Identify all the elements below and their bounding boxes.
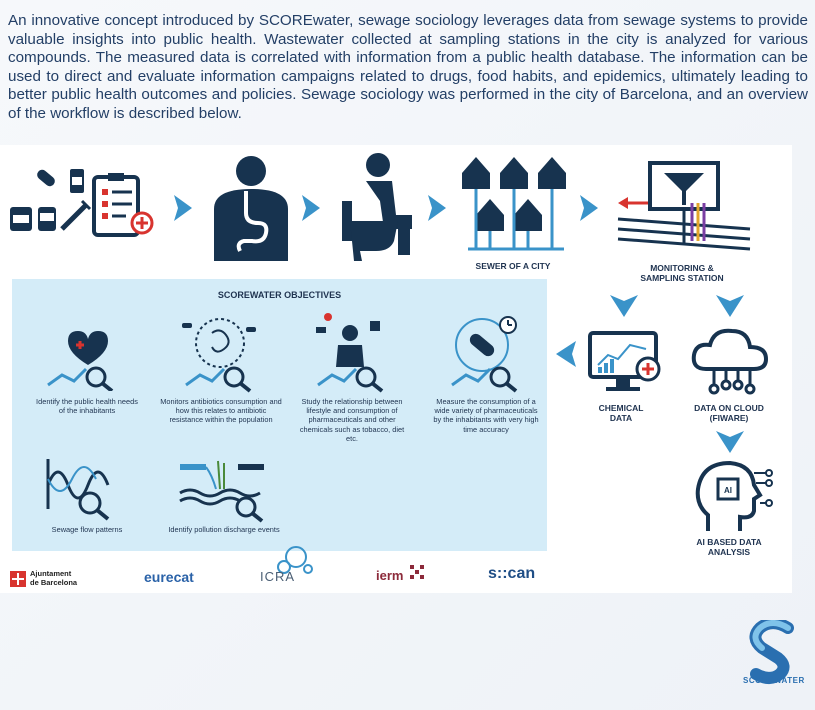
objective-caption: Sewage flow patterns: [51, 525, 123, 534]
city-sewer-icon: [458, 149, 568, 259]
monitoring-label-line2: SAMPLING STATION: [640, 273, 724, 283]
objective-caption: Study the relationship between lifestyle and consumption of pharmaceuticals and other chemicals such as tobacco, diet etc.: [299, 397, 405, 443]
objectives-title: SCOREWATER OBJECTIVES: [217, 290, 342, 300]
monitoring-station-icon: [614, 159, 754, 259]
flow-arrow-down-icon: [716, 295, 744, 317]
ierm-logo: [376, 567, 403, 585]
chemical-label-line2: DATA: [609, 413, 633, 423]
objective-caption: Measure the consumption of a wide variety of pharmaceuticals by the inhabitants with very high time accuracy: [433, 397, 539, 434]
icra-logo: [258, 545, 318, 589]
flow-arrow-icon: [302, 195, 320, 221]
sewer-label: SEWER OF A CITY: [475, 261, 551, 271]
barcelona-logo-line1: Ajuntament: [30, 569, 72, 578]
pharma-time-icon: [442, 313, 532, 393]
barcelona-emblem-icon: [10, 571, 26, 587]
cloud-icon: [690, 325, 770, 401]
flow-arrow-down-icon: [716, 431, 744, 453]
monitoring-label-line1: MONITORING &: [650, 263, 714, 273]
chemical-label-line1: CHEMICAL: [598, 403, 644, 413]
objective-caption: Identify pollution discharge events: [168, 525, 280, 534]
ierm-pixel-icon: [410, 565, 424, 581]
ai-label-line1: AI BASED DATA: [696, 537, 762, 547]
scan-logo: s::can: [488, 565, 536, 582]
objectives-panel: [12, 279, 547, 551]
icra-logo-text: ICRA: [260, 569, 296, 584]
chemical-data-icon: [586, 329, 666, 399]
workflow-infographic: [0, 145, 792, 593]
intro-paragraph: An innovative concept introduced by SCOREwater, sewage sociology leverages data from sewage systems to provide valuable insights into public health. Wastewater collected at sampling stations in the city is analyzed for various compounds. The measured data is correlated with information from a public health database. The information can be used to direct and evaluate information campaigns related to drugs, food habits, and epidemics, ultimately leading to better public health outcomes and policies. Sewage sociology was performed in the city of Barcelona, and an overview of the workflow is described below.: [8, 12, 808, 122]
cloud-label-line1: DATA ON CLOUD: [694, 403, 764, 413]
flow-arrow-down-icon: [610, 295, 638, 317]
medicines-icon: [10, 167, 160, 257]
svg-text:AI: AI: [724, 486, 732, 495]
barcelona-logo-line2: de Barcelona: [30, 578, 78, 587]
flow-arrow-icon: [174, 195, 192, 221]
flow-arrow-icon: [580, 195, 598, 221]
eurecat-logo: eurecat: [144, 569, 194, 585]
flow-pattern-icon: [42, 455, 132, 529]
scorewater-brand-text: SCOREWATER: [743, 676, 805, 685]
objective-caption: Identify the public health needs of the inhabitants: [36, 397, 138, 416]
flow-arrow-icon: [428, 195, 446, 221]
antibiotics-icon: [176, 313, 266, 393]
health-needs-icon: [42, 319, 132, 391]
toilet-icon: [336, 151, 416, 261]
pollution-discharge-icon: [176, 455, 276, 529]
ai-head-icon: [694, 459, 774, 535]
flow-arrow-left-icon: [556, 341, 576, 367]
lifestyle-icon: [308, 313, 398, 393]
objective-caption: Monitors antibiotics consumption and how this relates to antibiotic resistance within the population: [160, 397, 282, 425]
human-digestion-icon: [206, 151, 296, 261]
cloud-label-line2: (FIWARE): [709, 413, 749, 423]
ai-label-line2: ANALYSIS: [707, 547, 751, 557]
ierm-logo-text: ierm: [376, 568, 404, 583]
